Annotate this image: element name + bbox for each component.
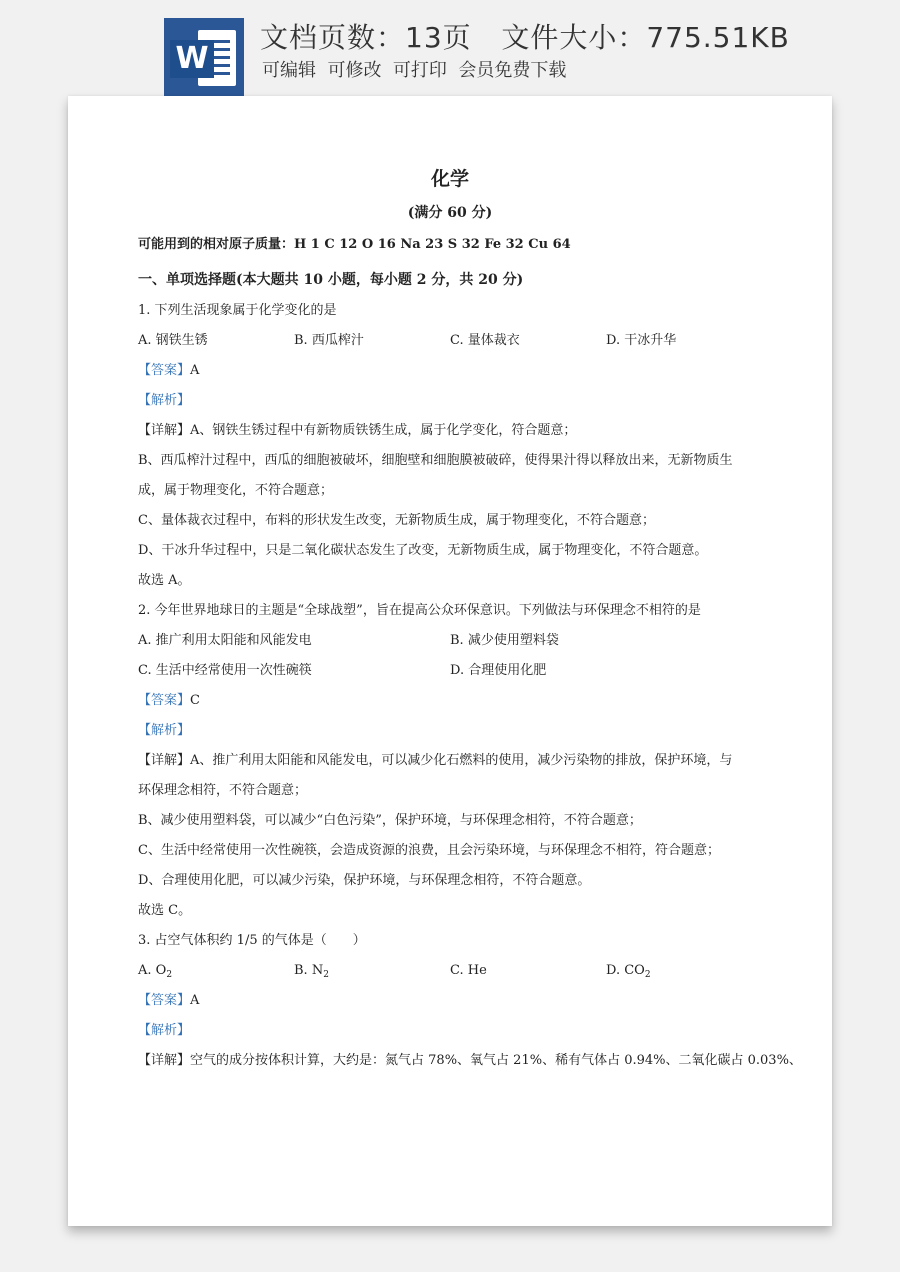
q2-option-c: C. 生活中经常使用一次性碗筷: [138, 663, 312, 678]
q1-option-b: B. 西瓜榨汁: [294, 333, 364, 348]
doc-subtitle: (满分 60 分): [407, 205, 493, 221]
q3-detail-line: [138, 1053, 802, 1069]
q2-option-a: A. 推广利用太阳能和风能发电: [138, 633, 312, 648]
document-features: 可编辑 可修改 可打印 会员免费下载: [262, 60, 567, 81]
q2-detail-line: B、减少使用塑料袋，可以减少“白色污染”，保护环境，与环保理念相符，不符合题意；: [138, 813, 642, 828]
q3-option-c: [450, 963, 487, 979]
q1-conclusion: 故选 A。: [138, 573, 191, 588]
q3-option-b: [294, 963, 329, 979]
q1-detail-line: [138, 423, 576, 439]
option-text: B. N: [294, 963, 324, 978]
q2-detail-line: [138, 753, 732, 769]
answer-value: C: [190, 693, 200, 708]
detail-tag: 【详解】: [138, 1053, 191, 1068]
q2-answer: [138, 693, 200, 709]
option-text: A. O: [138, 963, 167, 978]
detail-tag: 【详解】: [138, 423, 191, 438]
answer-tag: 【答案】: [138, 993, 191, 1008]
document-info-header: [0, 0, 900, 98]
q2-analysis-tag: 【解析】: [138, 723, 191, 738]
document-page: [68, 96, 832, 1226]
detail-tag: 【详解】: [138, 753, 191, 768]
word-letter-w: W: [170, 40, 214, 78]
option-text: D. CO: [606, 963, 645, 978]
detail-text: A、钢铁生锈过程中有新物质铁锈生成，属于化学变化，符合题意；: [190, 423, 577, 438]
q3-answer: [138, 993, 199, 1009]
option-subscript: 2: [166, 970, 173, 980]
q3-option-d: [606, 963, 651, 979]
atomic-masses-line: 可能用到的相对原子质量：H 1 C 12 O 16 Na 23 S 32 Fe 32 Cu 64: [138, 237, 571, 252]
q1-detail-line: D、干冰升华过程中，只是二氧化碳状态发生了改变，无新物质生成，属于物理变化，不符合题意。: [138, 543, 708, 558]
question-1: 1. 下列生活现象属于化学变化的是: [138, 303, 337, 318]
q1-analysis-tag: 【解析】: [138, 393, 191, 408]
q1-detail-line: B、西瓜榨汁过程中，西瓜的细胞被破坏，细胞壁和细胞膜被破碎，使得果汁得以释放出来，无新物质生: [138, 453, 733, 468]
question-3: 3. 占空气体积约 1/5 的气体是（ ）: [138, 933, 366, 948]
detail-text: 空气的成分按体积计算，大约是：氮气占 78%、氧气占 21%、稀有气体占 0.94%、二氧化碳占 0.03%、: [190, 1053, 802, 1068]
document-stats: 文档页数：13页 文件大小：775.51KB: [260, 21, 790, 54]
answer-tag: 【答案】: [138, 693, 191, 708]
q2-detail-line: D、合理使用化肥，可以减少污染，保护环境，与环保理念相符，不符合题意。: [138, 873, 591, 888]
q2-option-d: D. 合理使用化肥: [450, 663, 547, 678]
q2-conclusion: 故选 C。: [138, 903, 192, 918]
doc-title: 化学: [430, 168, 469, 190]
q2-option-b: B. 减少使用塑料袋: [450, 633, 559, 648]
option-text: C. He: [450, 963, 487, 978]
option-subscript: 2: [644, 970, 651, 980]
q3-analysis-tag: 【解析】: [138, 1023, 191, 1038]
q2-detail-line: 环保理念相符，不符合题意；: [138, 783, 308, 798]
detail-text: A、推广利用太阳能和风能发电，可以减少化石燃料的使用，减少污染物的排放，保护环境，与: [190, 753, 733, 768]
answer-value: A: [190, 363, 200, 378]
q2-detail-line: C、生活中经常使用一次性碗筷，会造成资源的浪费，且会污染环境，与环保理念不相符，符合题意；: [138, 843, 720, 858]
q1-detail-line: 成，属于物理变化，不符合题意；: [138, 483, 334, 498]
answer-tag: 【答案】: [138, 363, 191, 378]
q3-option-a: [138, 963, 172, 979]
answer-value: A: [190, 993, 200, 1008]
option-subscript: 2: [323, 970, 329, 980]
question-2: 2. 今年世界地球日的主题是“全球战塑”，旨在提高公众环保意识。下列做法与环保理念不相符的是: [138, 603, 701, 618]
q1-option-c: C. 量体裁衣: [450, 333, 520, 348]
section-heading: 一、单项选择题(本大题共 10 小题，每小题 2 分，共 20 分): [138, 272, 524, 288]
q1-detail-line: C、量体裁衣过程中，布料的形状发生改变，无新物质生成，属于物理变化，不符合题意；: [138, 513, 655, 528]
word-document-icon: [164, 18, 244, 98]
q1-answer: [138, 363, 199, 379]
q1-option-a: A. 钢铁生锈: [138, 333, 208, 348]
q1-option-d: D. 干冰升华: [606, 333, 677, 348]
